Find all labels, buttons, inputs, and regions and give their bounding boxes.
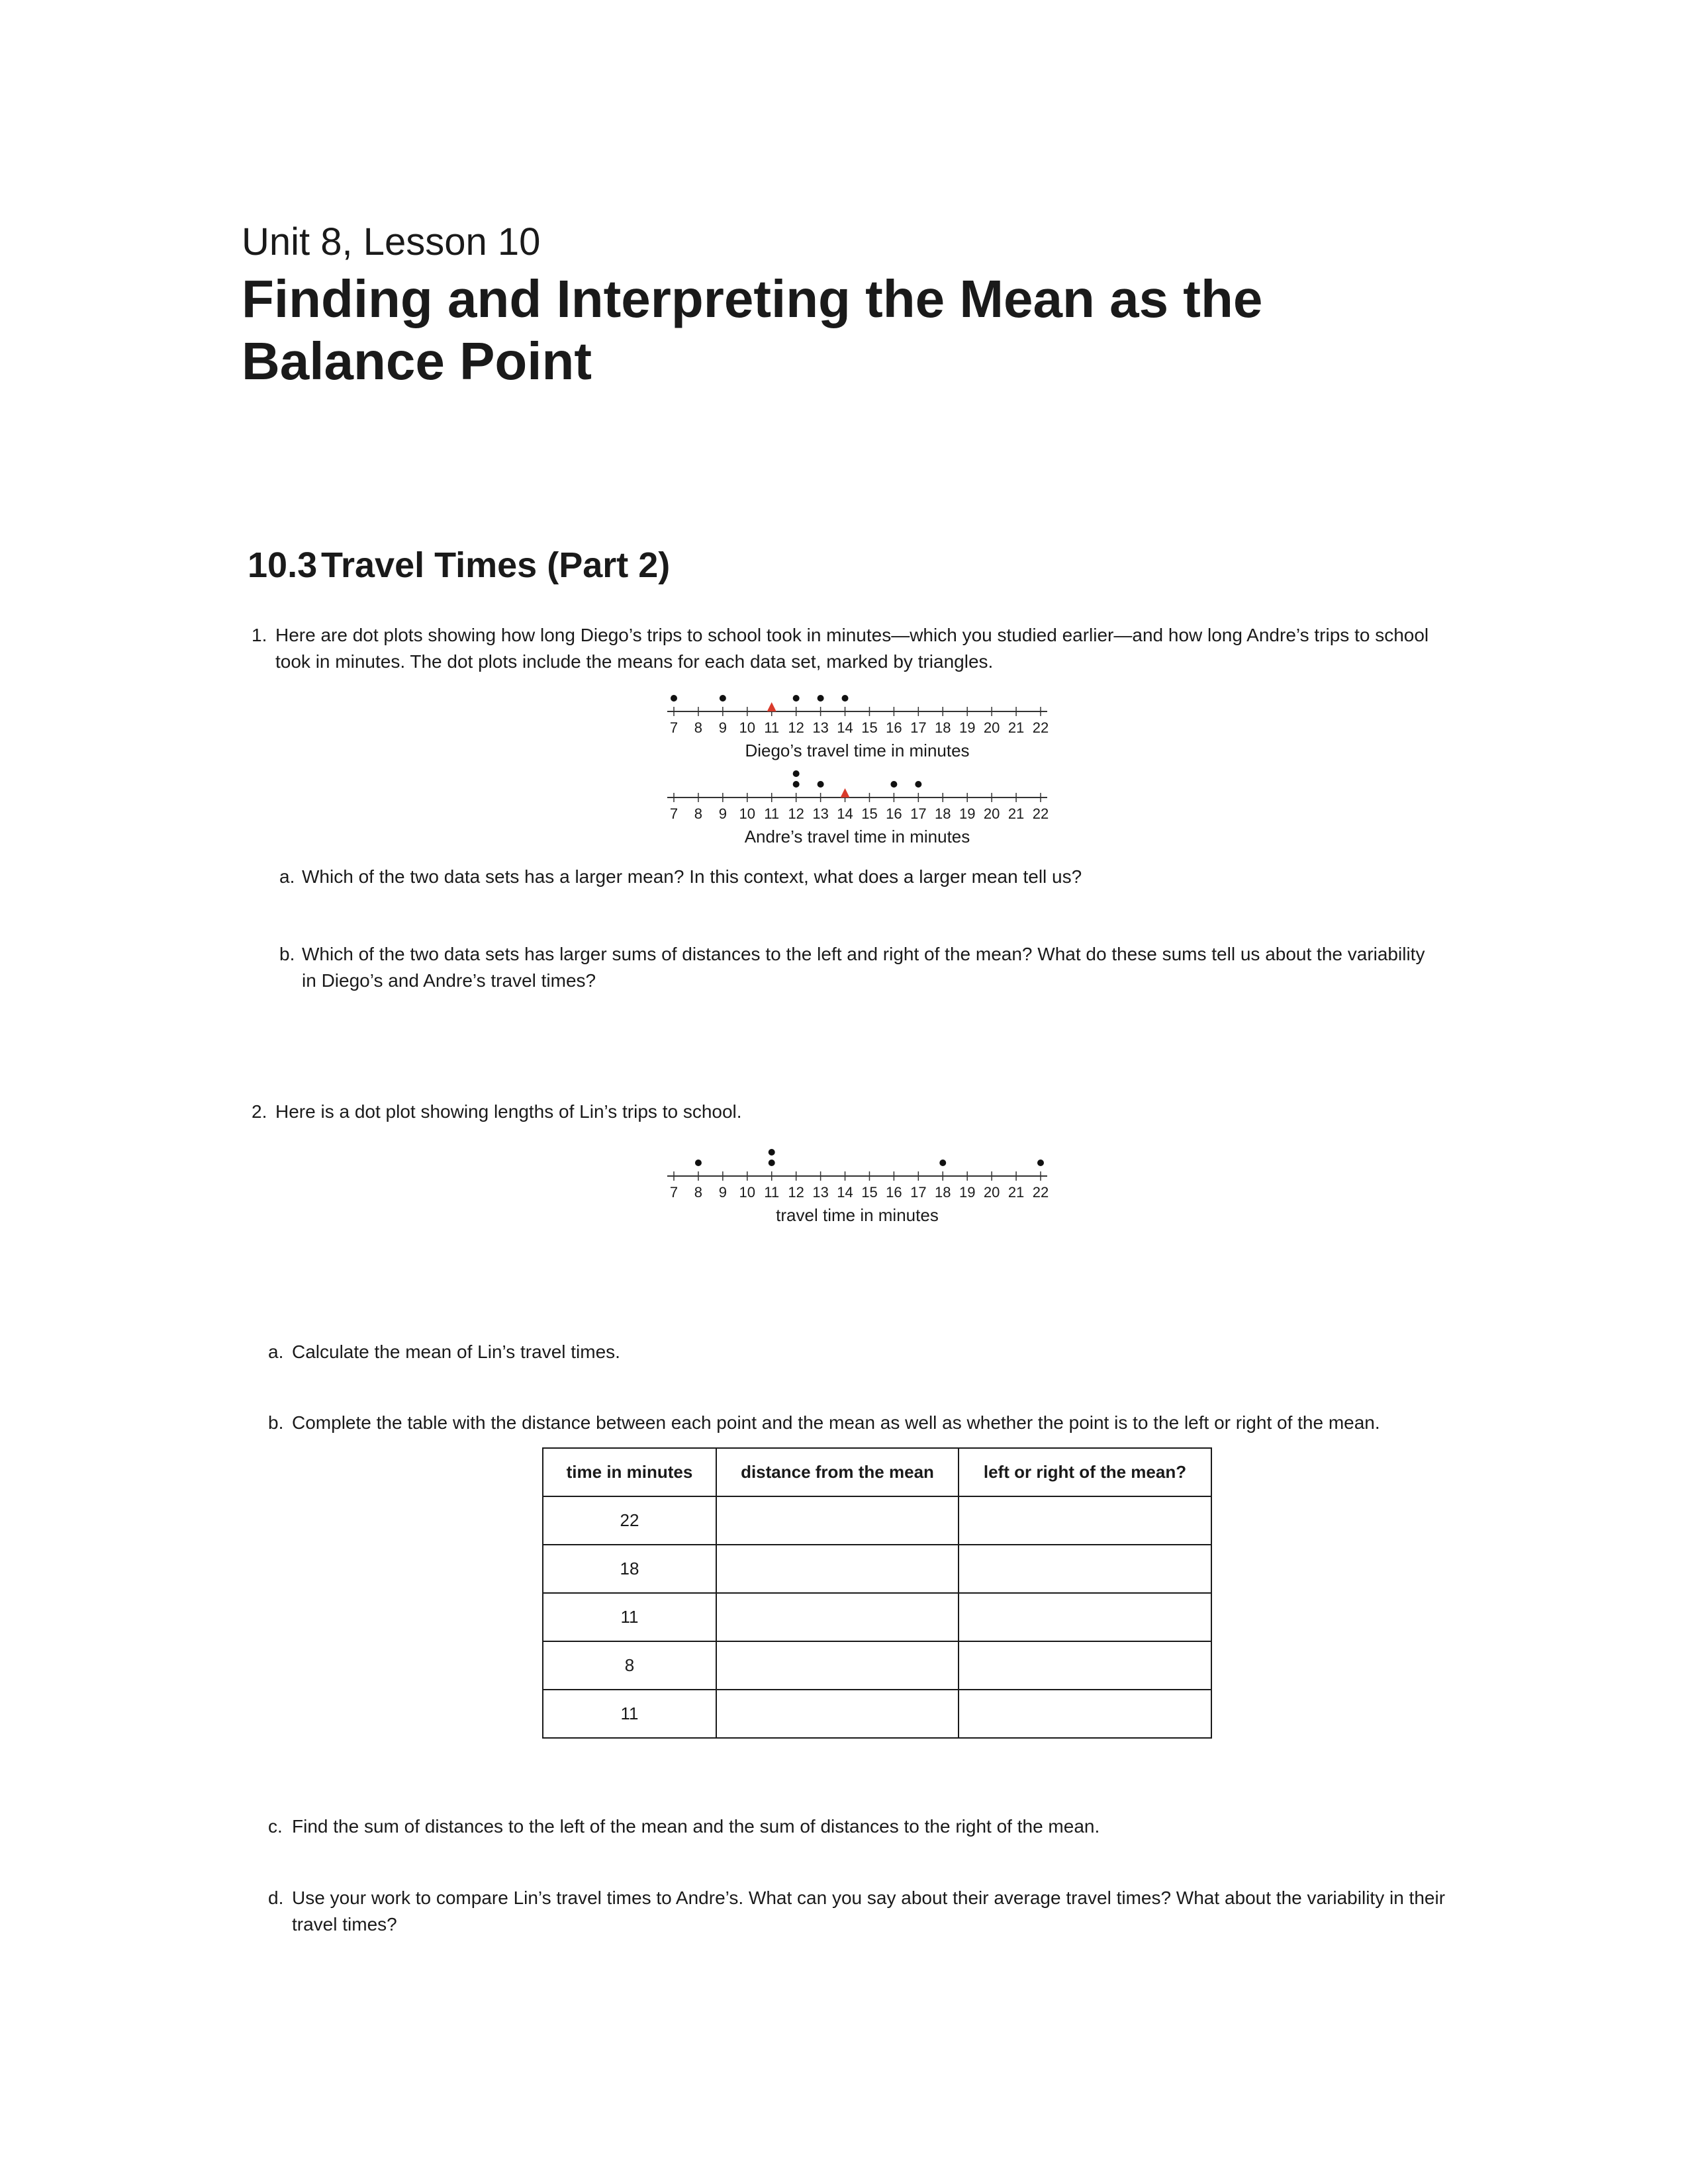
- dot-plots-diego-andre: [649, 682, 1072, 847]
- tick-label: 13: [812, 1184, 829, 1201]
- axis-label: travel time in minutes: [776, 1205, 939, 1225]
- tick-label: 20: [983, 719, 1000, 736]
- tick-label: 16: [886, 1184, 902, 1201]
- tick-label: 14: [837, 1184, 853, 1201]
- tick-label: 19: [959, 719, 976, 736]
- tick-label: 10: [739, 1184, 756, 1201]
- tick-label: 15: [861, 719, 878, 736]
- data-point: [793, 695, 800, 702]
- cell-left-right[interactable]: [959, 1593, 1211, 1641]
- axis-label: Diego’s travel time in minutes: [745, 741, 970, 760]
- question-2a-text: Calculate the mean of Lin’s travel times.: [292, 1342, 620, 1362]
- tick-label: 12: [788, 719, 804, 736]
- table-row: [543, 1690, 1211, 1738]
- travel-times-table: [542, 1447, 1212, 1739]
- tick-label: 18: [935, 1184, 951, 1201]
- data-point: [939, 1160, 946, 1166]
- question-1a-number: a.: [279, 866, 295, 887]
- question-2b-number: b.: [268, 1412, 284, 1433]
- tick-label: 15: [861, 805, 878, 822]
- cell-left-right[interactable]: [959, 1545, 1211, 1593]
- header-distance: distance from the mean: [716, 1448, 959, 1496]
- question-2a-number: a.: [268, 1342, 284, 1362]
- tick-label: 17: [910, 1184, 927, 1201]
- data-point: [695, 1160, 702, 1166]
- data-point: [720, 695, 726, 702]
- header-time: time in minutes: [543, 1448, 716, 1496]
- cell-left-right[interactable]: [959, 1641, 1211, 1690]
- axis-label: Andre’s travel time in minutes: [744, 827, 970, 846]
- tick-label: 9: [718, 719, 727, 736]
- data-point: [818, 695, 824, 702]
- data-point: [769, 1149, 775, 1156]
- tick-label: 18: [935, 719, 951, 736]
- tick-label: 20: [983, 805, 1000, 822]
- section-title: Travel Times (Part 2): [321, 545, 671, 585]
- tick-label: 8: [694, 805, 703, 822]
- tick-label: 22: [1032, 805, 1049, 822]
- tick-label: 13: [812, 719, 829, 736]
- data-point: [818, 781, 824, 788]
- question-2-text: Here is a dot plot showing lengths of Lin’s trips to school.: [275, 1101, 742, 1122]
- data-point: [793, 781, 800, 788]
- question-1b-number: b.: [279, 944, 295, 964]
- dot-plot-diego: [667, 695, 1049, 760]
- tick-label: 12: [788, 1184, 804, 1201]
- tick-label: 7: [669, 719, 679, 736]
- tick-label: 16: [886, 719, 902, 736]
- tick-label: 10: [739, 805, 756, 822]
- dot-plot-lin-wrapper: [649, 1135, 1072, 1228]
- tick-label: 15: [861, 1184, 878, 1201]
- tick-label: 20: [983, 1184, 1000, 1201]
- data-point: [842, 695, 849, 702]
- header-left-right: left or right of the mean?: [959, 1448, 1211, 1496]
- tick-label: 14: [837, 805, 853, 822]
- tick-label: 21: [1008, 719, 1025, 736]
- tick-label: 12: [788, 805, 804, 822]
- tick-label: 14: [837, 719, 853, 736]
- cell-time: 8: [543, 1641, 716, 1690]
- cell-distance[interactable]: [716, 1593, 959, 1641]
- question-2b-text: Complete the table with the distance between each point and the mean as well as whether the point is to the left or right of the mean.: [292, 1412, 1380, 1433]
- tick-label: 11: [764, 1184, 780, 1201]
- tick-label: 18: [935, 805, 951, 822]
- table-row: [543, 1496, 1211, 1545]
- tick-label: 22: [1032, 719, 1049, 736]
- table-row: [543, 1641, 1211, 1690]
- mean-marker: [767, 702, 776, 711]
- table-header-row: [543, 1448, 1211, 1496]
- data-point: [793, 770, 800, 777]
- question-1b-text: Which of the two data sets has larger sums of distances to the left and right of the mean? What do these sums tell us about the variability in Diego’s and Andre’s travel times?: [302, 944, 1425, 991]
- lesson-title: Finding and Interpreting the Mean as the Balance Point: [242, 269, 1263, 390]
- tick-label: 9: [718, 805, 727, 822]
- tick-label: 8: [694, 1184, 703, 1201]
- tick-label: 13: [812, 805, 829, 822]
- cell-distance[interactable]: [716, 1641, 959, 1690]
- tick-label: 21: [1008, 1184, 1025, 1201]
- tick-label: 10: [739, 719, 756, 736]
- question-1-number: 1.: [252, 625, 267, 645]
- cell-distance[interactable]: [716, 1690, 959, 1738]
- tick-label: 16: [886, 805, 902, 822]
- cell-left-right[interactable]: [959, 1690, 1211, 1738]
- cell-time: 11: [543, 1593, 716, 1641]
- question-2-number: 2.: [252, 1101, 267, 1122]
- cell-time: 11: [543, 1690, 716, 1738]
- cell-distance[interactable]: [716, 1496, 959, 1545]
- data-point: [1037, 1160, 1044, 1166]
- cell-time: 22: [543, 1496, 716, 1545]
- unit-label: Unit 8, Lesson 10: [242, 220, 541, 263]
- dot-plot-andre: [667, 770, 1049, 846]
- tick-label: 22: [1032, 1184, 1049, 1201]
- tick-label: 17: [910, 719, 927, 736]
- cell-time: 18: [543, 1545, 716, 1593]
- data-point: [890, 781, 897, 788]
- question-1a-text: Which of the two data sets has a larger mean? In this context, what does a larger mean tell us?: [302, 866, 1082, 887]
- question-2d-text: Use your work to compare Lin’s travel times to Andre’s. What can you say about their average travel times? What about the variability in their travel times?: [292, 1888, 1446, 1934]
- question-2d-number: d.: [268, 1888, 284, 1908]
- dot-plot-lin: [667, 1149, 1049, 1225]
- tick-label: 8: [694, 719, 703, 736]
- data-point: [671, 695, 677, 702]
- tick-label: 17: [910, 805, 927, 822]
- tick-label: 9: [718, 1184, 727, 1201]
- question-2c-number: c.: [268, 1816, 283, 1837]
- cell-left-right[interactable]: [959, 1496, 1211, 1545]
- tick-label: 19: [959, 1184, 976, 1201]
- data-point: [915, 781, 921, 788]
- mean-marker: [841, 788, 850, 797]
- table-row: [543, 1545, 1211, 1593]
- question-2c-text: Find the sum of distances to the left of the mean and the sum of distances to the right of the mean.: [292, 1816, 1100, 1837]
- table-row: [543, 1593, 1211, 1641]
- tick-label: 7: [669, 805, 679, 822]
- question-1-text: Here are dot plots showing how long Diego’s trips to school took in minutes—which you studied earlier—and how long Andre’s trips to school took in minutes. The dot plots include the means for each data set, marked by triangles.: [275, 625, 1429, 672]
- tick-label: 11: [764, 805, 780, 822]
- tick-label: 7: [669, 1184, 679, 1201]
- cell-distance[interactable]: [716, 1545, 959, 1593]
- tick-label: 11: [764, 719, 780, 736]
- section-number: 10.3: [248, 545, 318, 585]
- tick-label: 19: [959, 805, 976, 822]
- tick-label: 21: [1008, 805, 1025, 822]
- data-point: [769, 1160, 775, 1166]
